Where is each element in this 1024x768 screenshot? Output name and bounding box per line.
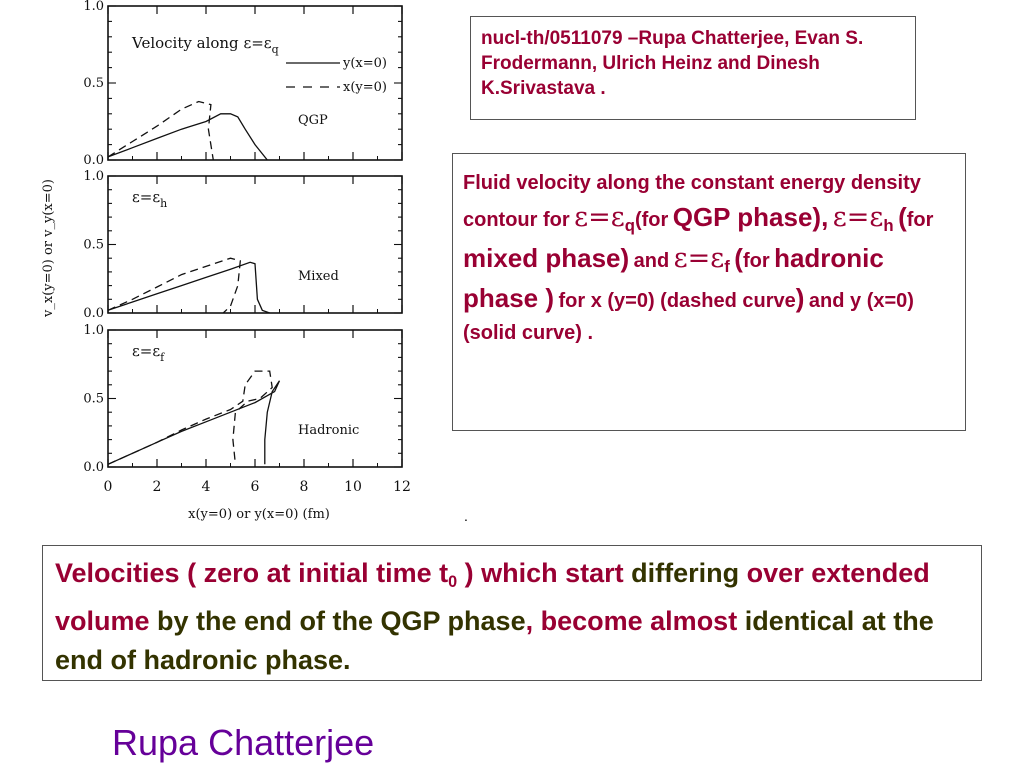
y-tick-label: 0.0 xyxy=(83,306,104,321)
summary-p1-text: Velocities ( zero at initial time t xyxy=(55,558,449,588)
desc-tail-a: for x (y=0) (dashed curve xyxy=(558,290,796,312)
velocity-plot xyxy=(30,0,430,528)
eps-text: ε=ε xyxy=(132,342,161,360)
x-tick-label: 2 xyxy=(152,479,162,495)
desc-intro: Fluid velocity along the constant energy density contour for xyxy=(463,172,921,231)
summary-p2: ) which start xyxy=(457,558,632,588)
x-axis-label: x(y=0) or y(x=0) (fm) xyxy=(188,507,330,522)
series-line-y-q xyxy=(108,114,267,160)
y-tick-label: 1.0 xyxy=(83,323,104,338)
summary-box xyxy=(42,545,982,681)
summary-t0-sub: 0 xyxy=(448,572,458,591)
summary-p7: become almost xyxy=(540,605,745,636)
desc-qgp-phase: QGP phase), xyxy=(672,202,829,232)
desc-open-paren-1: ( xyxy=(898,202,907,232)
y-tick-label: 0.0 xyxy=(83,460,104,475)
desc-close-paren: ) xyxy=(795,283,805,313)
eps-symbol: ε=ε xyxy=(574,202,625,233)
summary-p1 xyxy=(55,558,632,591)
panel-eps-label xyxy=(132,188,167,210)
summary-p8: identical at the end of hadronic phase. xyxy=(55,605,934,675)
desc-tail-b: and y (x=0) (solid curve) . xyxy=(463,290,914,344)
desc-for-1: for xyxy=(906,209,934,231)
eps-sub-h: h xyxy=(883,216,894,236)
panel-eps-label xyxy=(131,34,279,56)
eps-subscript: f xyxy=(160,351,165,364)
desc-mixed: mixed phase) xyxy=(463,242,630,273)
x-tick-label: 8 xyxy=(299,479,309,495)
eps-subscript: q xyxy=(271,43,279,56)
reference-box xyxy=(470,16,916,120)
eps-subscript: h xyxy=(160,197,168,210)
plot-title-prefix: Velocity along xyxy=(132,34,244,52)
desc-hadronic: hadronic phase ) xyxy=(463,242,884,313)
footer-author: Rupa Chatterjee xyxy=(112,722,375,763)
y-tick-label: 0.5 xyxy=(83,391,104,407)
reference-text: nucl-th/0511079 –Rupa Chatterjee, Evan S. Frodermann, Ulrich Heinz and Dinesh K.Srivastava . xyxy=(481,28,864,99)
phase-label: QGP xyxy=(298,113,328,128)
eps-text: ε=ε xyxy=(132,188,161,206)
summary-p5: by the end of the QGP phase xyxy=(149,605,526,636)
series-line-y-h xyxy=(108,262,270,313)
desc-eps-h xyxy=(832,202,894,236)
panel-eps-label xyxy=(132,342,165,364)
eps-symbol: ε=ε xyxy=(673,242,725,274)
phase-label: Mixed xyxy=(298,269,339,284)
legend-solid-label: y(x=0) xyxy=(343,56,387,71)
summary-p6: , xyxy=(525,605,534,636)
desc-eps-f xyxy=(674,243,730,274)
eps-sub-f: f xyxy=(724,256,730,276)
y-tick-label: 1.0 xyxy=(83,169,104,184)
y-tick-label: 1.0 xyxy=(83,0,104,14)
eps-sub-q: q xyxy=(624,216,635,236)
y-tick-label: 0.5 xyxy=(83,76,104,91)
x-tick-label: 12 xyxy=(393,479,411,495)
y-tick-label: 0.5 xyxy=(83,237,104,253)
series-line-y-f xyxy=(108,381,280,465)
desc-for-2: for xyxy=(742,249,770,272)
summary-p4: over extended volume xyxy=(55,558,930,636)
eps-text: ε=ε xyxy=(243,34,272,52)
y-axis-label: v_x(y=0) or v_y(x=0) xyxy=(41,179,56,317)
description-box xyxy=(452,153,966,431)
desc-eps-q xyxy=(574,202,635,236)
desc-for-qgp: (for xyxy=(634,209,669,231)
eps-symbol: ε=ε xyxy=(832,202,884,233)
desc-and: and xyxy=(633,249,670,272)
x-tick-label: 6 xyxy=(250,479,260,495)
x-tick-label: 4 xyxy=(201,479,211,495)
stray-dot: . xyxy=(464,508,468,524)
series-line-x-f xyxy=(108,371,272,464)
legend-dashed-label: x(y=0) xyxy=(343,80,387,95)
series-line-x-h xyxy=(108,258,240,313)
x-tick-label: 0 xyxy=(103,479,113,495)
y-tick-label: 0.0 xyxy=(83,153,104,168)
summary-p3: differing xyxy=(631,558,740,588)
phase-label: Hadronic xyxy=(298,423,360,438)
desc-open-paren-2: ( xyxy=(734,242,743,273)
x-tick-label: 10 xyxy=(344,479,362,495)
velocity-plot-svg xyxy=(30,0,430,528)
